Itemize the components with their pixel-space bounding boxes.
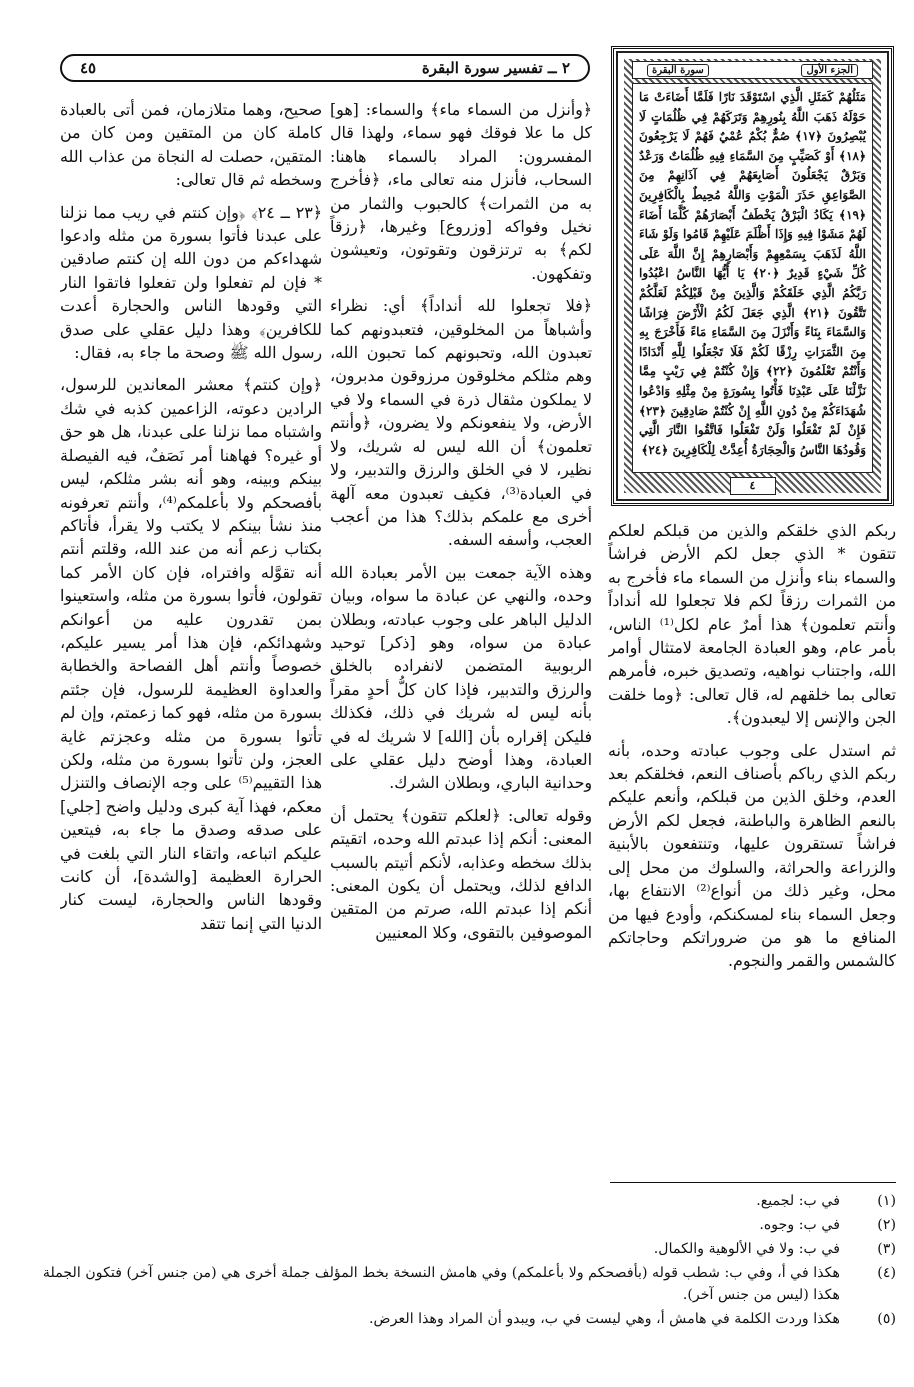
footnote: [40, 1214, 896, 1236]
footnotes: [40, 1190, 896, 1332]
paragraph: ﴿٢٣ ــ ٢٤﴾ ﴿وإن كنتم في ريب مما نزلنا على عبدنا فأتوا بسورة من مثله وادعوا شهداءكم من دون الله إن كنتم صادقين * فإن لم تفعلوا ولن تفعلوا فاتقوا النار التي وقودها الناس والحجارة أعدت للكافرين﴾ وهذا دليل عقلي على صدق رسول الله ﷺ وصحة ما جاء به، فقال:: [60, 202, 322, 363]
footnote-text: في ب: لجميع.: [756, 1193, 840, 1209]
quran-verses: مَثَلُهُمْ كَمَثَلِ الَّذِي اسْتَوْقَدَ نَارًا فَلَمَّا أَضَاءَتْ مَا حَوْلَهُ ذَهَبَ اللَّهُ بِنُورِهِمْ وَتَرَكَهُمْ فِي ظُلُمَاتٍ لَا يُبْصِرُونَ ﴿١٧﴾ صُمٌّ بُكْمٌ عُمْيٌ فَهُمْ لَا يَرْجِعُونَ ﴿١٨﴾ أَوْ كَصَيِّبٍ مِنَ السَّمَاءِ فِيهِ ظُلُمَاتٌ وَرَعْدٌ وَبَرْقٌ يَجْعَلُونَ أَصَابِعَهُمْ فِي آذَانِهِمْ مِنَ الصَّوَاعِقِ حَذَرَ الْمَوْتِ وَاللَّهُ مُحِيطٌ بِالْكَافِرِينَ ﴿١٩﴾ يَكَادُ الْبَرْقُ يَخْطَفُ أَبْصَارَهُمْ كُلَّمَا أَضَاءَ لَهُمْ مَشَوْا فِيهِ وَإِذَا أَظْلَمَ عَلَيْهِمْ قَامُوا وَلَوْ شَاءَ اللَّهُ لَذَهَبَ بِسَمْعِهِمْ وَأَبْصَارِهِمْ إِنَّ اللَّهَ عَلَى كُلِّ شَيْءٍ قَدِيرٌ ﴿٢٠﴾ يَا أَيُّهَا النَّاسُ اعْبُدُوا رَبَّكُمُ الَّذِي خَلَقَكُمْ وَالَّذِينَ مِنْ قَبْلِكُمْ لَعَلَّكُمْ تَتَّقُونَ ﴿٢١﴾ الَّذِي جَعَلَ لَكُمُ الْأَرْضَ فِرَاشًا وَالسَّمَاءَ بِنَاءً وَأَنْزَلَ مِنَ السَّمَاءِ مَاءً فَأَخْرَجَ بِهِ مِنَ الثَّمَرَاتِ رِزْقًا لَكُمْ فَلَا تَجْعَلُوا لِلَّهِ أَنْدَادًا وَأَنْتُمْ تَعْلَمُونَ ﴿٢٢﴾ وَإِنْ كُنْتُمْ فِي رَيْبٍ مِمَّا نَزَّلْنَا عَلَى عَبْدِنَا فَأْتُوا بِسُورَةٍ مِنْ مِثْلِهِ وَادْعُوا شُهَدَاءَكُمْ مِنْ دُونِ اللَّهِ إِنْ كُنْتُمْ صَادِقِينَ ﴿٢٣﴾ فَإِنْ لَمْ تَفْعَلُوا وَلَنْ تَفْعَلُوا فَاتَّقُوا النَّارَ الَّتِي وَقُودُهَا النَّاسُ وَالْحِجَارَةُ أُعِدَّتْ لِلْكَافِرِينَ ﴿٢٤﴾: [632, 83, 873, 473]
juz-label: الجزء الأول: [801, 64, 858, 77]
paragraph: وهذه الآية جمعت بين الأمر بعبادة الله وحده، والنهي عن عبادة ما سواه، وبيان الدليل الباهر على وجوب عبادته، وبطلان عبادة من سواه، وهو [ذكر] توحيد الربوبية المتضمن لانفراده بالخلق والرزق والتدبير، فإذا كان كلُّ أحدٍ مقراً بأنه ليس له شريك في ذلك، فكذلك فليكن إقراره بأن [الله] لا شريك له في العبادة، وهذا أوضح دليل عقلي على وحدانية الباري، وبطلان الشرك.: [330, 562, 592, 793]
paragraph: ﴿فلا تجعلوا لله أنداداً﴾ أي: نظراء وأشباهاً من المخلوقين، فتعبدونهم كما تعبدون الله، وتحبونهم كما تحبون الله، وهم مثلكم مخلوقون مرزوقون مدبرون، لا يملكون مثقال ذرة في السماء ولا في الأرض، ولا ينفعونكم ولا يضرون، ﴿وأنتم تعلمون﴾ أن الله ليس له شريك، ولا نظير، لا في الخلق والرزق والتدبير، ولا في العبادة⁽³⁾، فكيف تعبدون معه آلهة أخرى مع علمكم بذلك؟ هذا من أعجب العجب، وأسفه السفه.: [330, 296, 592, 550]
paragraph: ﴿وإن كنتم﴾ معشر المعاندين للرسول، الرادين دعوته، الزاعمين كذبه في شك واشتباه مما نزلنا على عبدنا، هل هو حق أو غيره؟ فهاهنا أمر نَصَفٌ، فيه الفيصلة بينكم وبينه، وهو أنه بشر مثلكم، ليس بأفصحكم ولا بأعلمكم⁽⁴⁾، وأنتم تعرفونه منذ نشأ بينكم لا يكتب ولا يقرأ، فأتاكم بكتاب زعم أنه من عند الله، وقلتم أنتم أنه تقوَّله وافتراه، فإن كان الأمر كما تقولون، فأتوا بسورة من مثله، واستعينوا بمن تقدرون عليه من أعوانكم وشهدائكم، فإن هذا أمر يسير عليكم، خصوصاً وأنتم أهل الفصاحة والخطابة والعداوة العظيمة للرسول، فإن جئتم بسورة من مثله، فهو كما زعمتم، وإن لم تأتوا بسورة من مثله وعجزتم غاية العجز، ولن تأتوا بسورة من مثله، ولكن هذا التقييم⁽⁵⁾ على وجه الإنصاف والتنزل معكم، فهذا آية كبرى ودليل واضح [جلي] على صدقه وصدق ما جاء به، فيتعين عليكم اتباعه، واتقاء النار التي بلغت في الحرارة العظيمة [والشدة]، أن كانت وقودها الناس والحجارة، ليست كنار الدنيا التي إنما تتقد: [60, 375, 322, 933]
footnote-number: (٤): [877, 1265, 896, 1281]
paragraph: ثم استدل على وجوب عبادته وحده، بأنه ربكم الذي رباكم بأصناف النعم، فخلقكم بعد العدم، وخلق الذين من قبلكم، وأنعم عليكم بالنعم الظاهرة والباطنة، فجعل لكم الأرض فراشاً تستقرون عليها، وتنتفعون بالأبنية والزراعة والحراثة، والسلوك من محل إلى محل، وغير ذلك من أنواع⁽²⁾ الانتفاع بها، وجعل السماء بناء لمسكنكم، وأودع فيها من المنافع ما هو من ضروراتكم وحاجاتكم كالشمس والقمر والنجوم.: [608, 740, 896, 971]
paragraph: ﴿وأنزل من السماء ماء﴾ والسماء: [هو] كل ما علا فوقك فهو سماء، ولهذا قال المفسرون: المراد بالسماء هاهنا: السحاب، فأنزل منه تعالى ماء، ﴿فأخرج به من الثمرات﴾ كالحبوب والثمار من نخيل وفواكه [وزروع] وغيرها، ﴿رزقاً لكم﴾ به ترتزقون وتقوتون، وتعيشون وتفكهون.: [330, 100, 592, 283]
footnote-text: في ب: ولا في الألوهية والكمال.: [653, 1241, 840, 1257]
paragraph: وقوله تعالى: ﴿لعلكم تتقون﴾ يحتمل أن المعنى: أنكم إذا عبدتم الله وحده، اتقيتم بذلك سخطه وعذابه، لأنكم أتيتم بالسبب الدافع لذلك، ويحتمل أن يكون المعنى: أنكم إذا عبدتم الله، صرتم من المتقين الموصوفين بالتقوى، وكلا المعنيين: [330, 805, 592, 942]
footnote-text: في ب: وجوه.: [759, 1217, 840, 1233]
paragraph: صحيح، وهما متلازمان، فمن أتى بالعبادة كاملة كان من المتقين ومن كان من المتقين، حصلت له النجاة من عذاب الله وسخطه ثم قال تعالى:: [60, 100, 322, 190]
page-header: [60, 54, 590, 82]
quran-panel-header: [632, 61, 873, 79]
footnote-number: (١): [877, 1193, 896, 1209]
column-right: [608, 519, 896, 1171]
paragraph: ربكم الذي خلقكم والذين من قبلكم لعلكم تتقون * الذي جعل لكم الأرض فراشاً والسماء بناء وأنزل من السماء ماء فأخرج به من الثمرات رزقاً لكم فلا تجعلوا لله أنداداً وأنتم تعلمون﴾ هذا أمرٌ عام لكل⁽¹⁾ الناس، بأمر عام، وهو العبادة الجامعة لامتثال أوامر الله، واجتناب نواهيه، وتصديق خبره، فأمرهم تعالى بما خلقهم له، قال تعالى: ﴿وما خلقت الجن والإنس إلا ليعبدون﴾.: [608, 521, 896, 728]
footnote: [40, 1238, 896, 1260]
footnote: [40, 1262, 896, 1306]
footnote: [40, 1190, 896, 1212]
column-middle: [330, 98, 592, 1182]
footnote-number: (٢): [877, 1217, 896, 1233]
surah-label: سورة البقرة: [647, 64, 709, 77]
running-title: ٢ ــ تفسير سورة البقرة: [421, 59, 570, 77]
footnote-separator: [610, 1182, 896, 1183]
mushaf-page-number: ٤: [730, 477, 776, 495]
footnote-text: هكذا وردت الكلمة في هامش أ، وهي ليست في ب، ويبدو أن المراد وهذا العرض.: [369, 1311, 840, 1327]
column-left: [60, 98, 322, 1182]
footnote-text: هكذا في أ، وفي ب: شطب قوله (بأفصحكم ولا بأعلمكم) وفي هامش النسخة بخط المؤلف جملة أخرى هي (من جنس آخر) فتكون الجملة هكذا (ليس من جنس آخر).: [42, 1265, 840, 1303]
quran-text-panel: [611, 46, 894, 506]
page-number: ٤٥: [80, 59, 97, 77]
footnote: [40, 1308, 896, 1330]
footnote-number: (٥): [877, 1311, 896, 1327]
footnote-number: (٣): [877, 1241, 896, 1257]
